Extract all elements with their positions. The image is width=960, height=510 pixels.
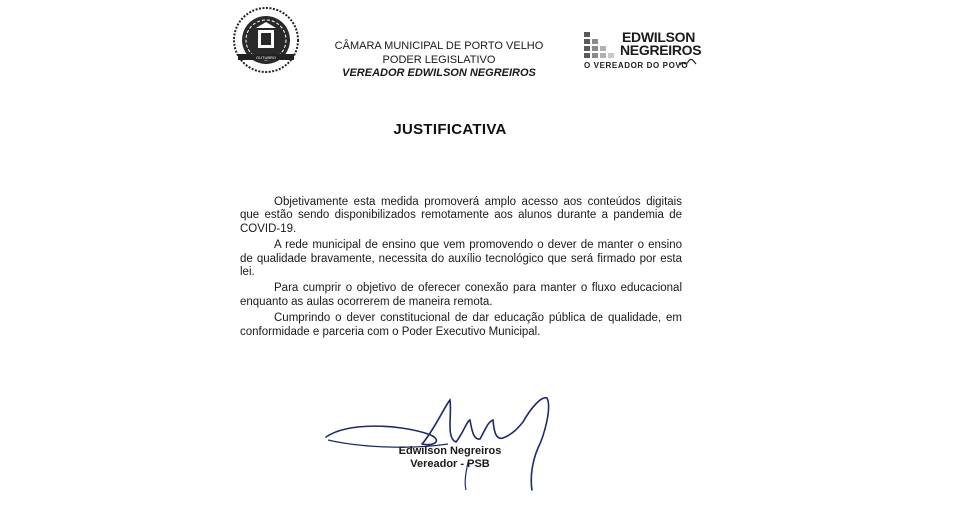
letterhead <box>330 40 548 81</box>
councilor-name: VEREADOR EDWILSON NEGREIROS <box>342 67 536 79</box>
institution-name: CÂMARA MUNICIPAL DE PORTO VELHO <box>334 40 544 52</box>
signer-name: Edwilson Negreiros <box>398 445 502 457</box>
city-council-seal-icon <box>232 6 300 74</box>
brand-name-line2: NEGREIROS <box>620 42 702 58</box>
handwritten-signature <box>318 392 588 492</box>
document-body <box>240 196 682 342</box>
brand-logo <box>582 28 702 72</box>
paragraph: Cumprindo o dever constitucional de dar educação pública de qualidade, em conformidade e parceria com o Poder Executivo Municipal. <box>240 312 682 338</box>
signer-block <box>360 445 540 471</box>
signer-role: Vereador - PSB <box>410 458 490 470</box>
brand-blocks-icon <box>582 32 620 64</box>
paragraph: Para cumprir o objetivo de oferecer conexão para manter o fluxo educacional enquanto as aulas ocorrerem de maneira remota. <box>240 282 682 308</box>
seal-label: OUTUBRO <box>256 55 276 60</box>
document-title: JUSTIFICATIVA <box>393 121 507 138</box>
paragraph: A rede municipal de ensino que vem promovendo o dever de manter o ensino de qualidade bravamente, necessita do auxílio tecnológico que será firmado por esta lei. <box>240 239 682 279</box>
brand-name-line1: EDWILSON <box>622 29 696 45</box>
department-name: PODER LEGISLATIVO <box>382 53 496 66</box>
paragraph: Objetivamente esta medida promoverá amplo acesso aos conteúdos digitais que estão sendo disponibilizados remotamente aos alunos durante a pandemia de COVID-19. <box>240 196 682 235</box>
brand-tagline: O VEREADOR DO POVO <box>584 61 689 70</box>
brand-signature-icon <box>679 57 697 69</box>
